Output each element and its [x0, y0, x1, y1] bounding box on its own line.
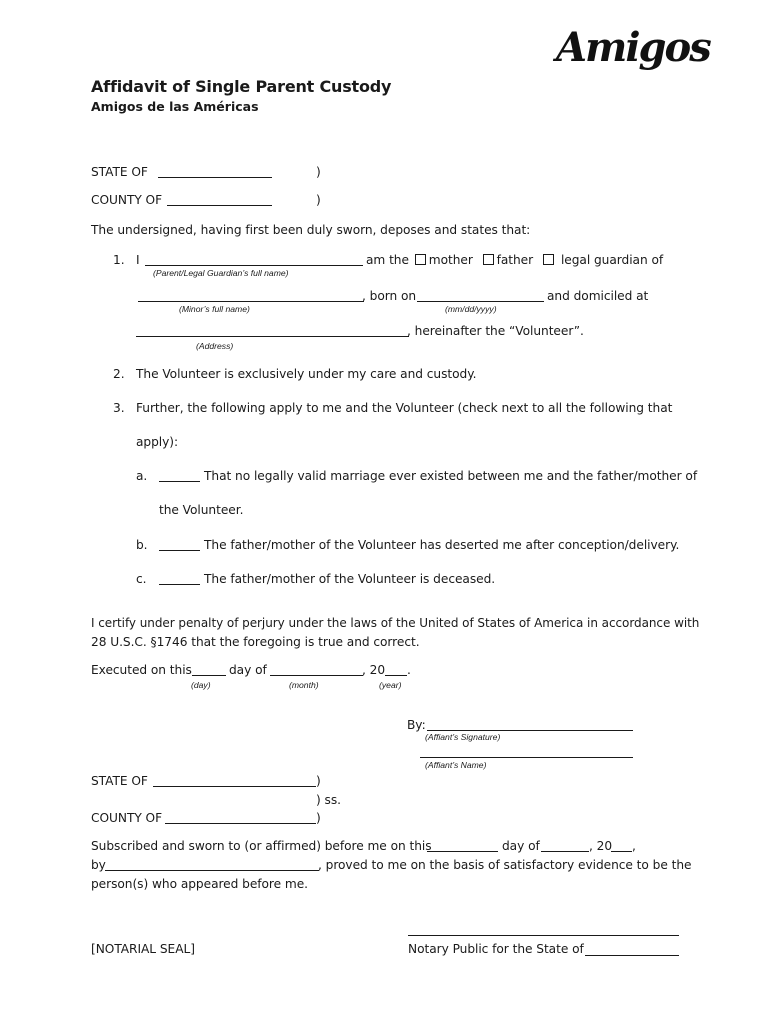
venue-paren-2: )	[316, 193, 321, 207]
subscribed-comma: ,	[632, 839, 636, 853]
signature-caption: (Affiant’s Signature)	[425, 732, 501, 742]
birth-date-field[interactable]	[417, 301, 544, 302]
am-the-text: am the	[366, 253, 409, 267]
item-1-relation	[366, 254, 663, 266]
notary-county-field[interactable]	[165, 823, 316, 824]
executed-prefix: Executed on this	[91, 663, 192, 677]
certify-line-2: 28 U.S.C. §1746 that the foregoing is true and correct.	[91, 635, 420, 649]
father-label: father	[496, 253, 534, 267]
guardian-label: legal guardian of	[560, 253, 664, 267]
venue-paren-1: )	[316, 165, 321, 179]
document-subtitle: Amigos de las Américas	[91, 99, 259, 114]
amigos-logo: Amigos	[556, 24, 710, 71]
notary-state-name-field[interactable]	[585, 955, 679, 956]
year-caption: (year)	[379, 680, 402, 690]
executed-period: .	[407, 663, 411, 677]
county-field[interactable]	[167, 205, 272, 206]
birth-date-caption: (mm/dd/yyyy)	[445, 304, 497, 314]
month-caption: (month)	[289, 680, 319, 690]
born-on-text: , born on	[362, 289, 417, 303]
executed-year-field[interactable]	[385, 675, 407, 676]
document-title: Affidavit of Single Parent Custody	[91, 77, 392, 96]
day-caption: (day)	[191, 680, 211, 690]
signature-field[interactable]	[427, 730, 633, 731]
item-3c-letter: c.	[136, 572, 147, 586]
mother-checkbox[interactable]	[415, 254, 426, 265]
subscribed-text-a: Subscribed and sworn to (or affirmed) before me on this	[91, 839, 432, 853]
affiant-name-caption: (Affiant’s Name)	[425, 760, 487, 770]
subscribed-name-field[interactable]	[105, 870, 319, 871]
address-caption: (Address)	[196, 341, 234, 351]
item-3c-check-field[interactable]	[159, 584, 200, 585]
item-2-text: The Volunteer is exclusively under my care and custody.	[136, 367, 477, 381]
subscribed-line-2-rest: , proved to me on the basis of satisfactory evidence to be the	[318, 858, 692, 872]
hereinafter-text: , hereinafter the “Volunteer”.	[407, 324, 584, 338]
item-3b-check-field[interactable]	[159, 550, 200, 551]
item-1-number: 1.	[113, 253, 125, 267]
item-3a-letter: a.	[136, 469, 148, 483]
parent-name-caption: (Parent/Legal Guardian’s full name)	[153, 268, 289, 278]
notarial-seal: [NOTARIAL SEAL]	[91, 942, 195, 956]
subscribed-comma-20: , 20	[589, 839, 613, 853]
notary-signature-field[interactable]	[408, 935, 679, 936]
item-3a-check-field[interactable]	[159, 481, 200, 482]
subscribed-day-of: day of	[502, 839, 540, 853]
domiciled-text: and domiciled at	[547, 289, 649, 303]
minor-name-field[interactable]	[138, 301, 364, 302]
executed-comma-20: , 20	[362, 663, 386, 677]
item-3-text-line-1: Further, the following apply to me and the Volunteer (check next to all the following that	[136, 401, 673, 415]
executed-day-of: day of	[229, 663, 267, 677]
item-1-i-label: I	[136, 253, 140, 267]
certify-line-1: I certify under penalty of perjury under the laws of the United of States of America in accordance with	[91, 616, 700, 630]
item-3b-text: The father/mother of the Volunteer has deserted me after conception/delivery.	[204, 538, 680, 552]
item-3-text-line-2: apply):	[136, 435, 179, 449]
subscribed-year-field[interactable]	[611, 851, 632, 852]
father-checkbox[interactable]	[483, 254, 494, 265]
mother-label: mother	[428, 253, 473, 267]
subscribed-month-field[interactable]	[541, 851, 589, 852]
parent-name-field[interactable]	[145, 265, 363, 266]
subscribed-line-3: person(s) who appeared before me.	[91, 877, 308, 891]
notary-paren-2: )	[316, 811, 321, 825]
state-field[interactable]	[158, 177, 272, 178]
by-label: By:	[407, 718, 426, 732]
notary-state-field[interactable]	[153, 786, 316, 787]
item-3a-text-line-2: the Volunteer.	[159, 503, 244, 517]
subscribed-line-1	[91, 840, 432, 852]
county-label: COUNTY OF	[91, 193, 163, 207]
notary-state-label: STATE OF	[91, 774, 148, 788]
executed-month-field[interactable]	[270, 675, 363, 676]
item-3b-letter: b.	[136, 538, 148, 552]
item-2-number: 2.	[113, 367, 125, 381]
guardian-checkbox[interactable]	[543, 254, 554, 265]
state-label: STATE OF	[91, 165, 148, 179]
notary-ss: ) ss.	[316, 793, 341, 807]
notary-public-label: Notary Public for the State of	[408, 942, 584, 956]
notary-paren-1: )	[316, 774, 321, 788]
minor-name-caption: (Minor’s full name)	[179, 304, 250, 314]
intro-text: The undersigned, having first been duly sworn, deposes and states that:	[91, 223, 531, 237]
subscribed-day-field[interactable]	[427, 851, 498, 852]
item-3a-text-line-1: That no legally valid marriage ever existed between me and the father/mother of	[204, 469, 698, 483]
notary-county-label: COUNTY OF	[91, 811, 163, 825]
affiant-name-field[interactable]	[420, 757, 633, 758]
executed-day-field[interactable]	[192, 675, 226, 676]
item-3c-text: The father/mother of the Volunteer is deceased.	[204, 572, 496, 586]
item-3-number: 3.	[113, 401, 125, 415]
address-field[interactable]	[136, 336, 409, 337]
subscribed-by: by	[91, 858, 106, 872]
